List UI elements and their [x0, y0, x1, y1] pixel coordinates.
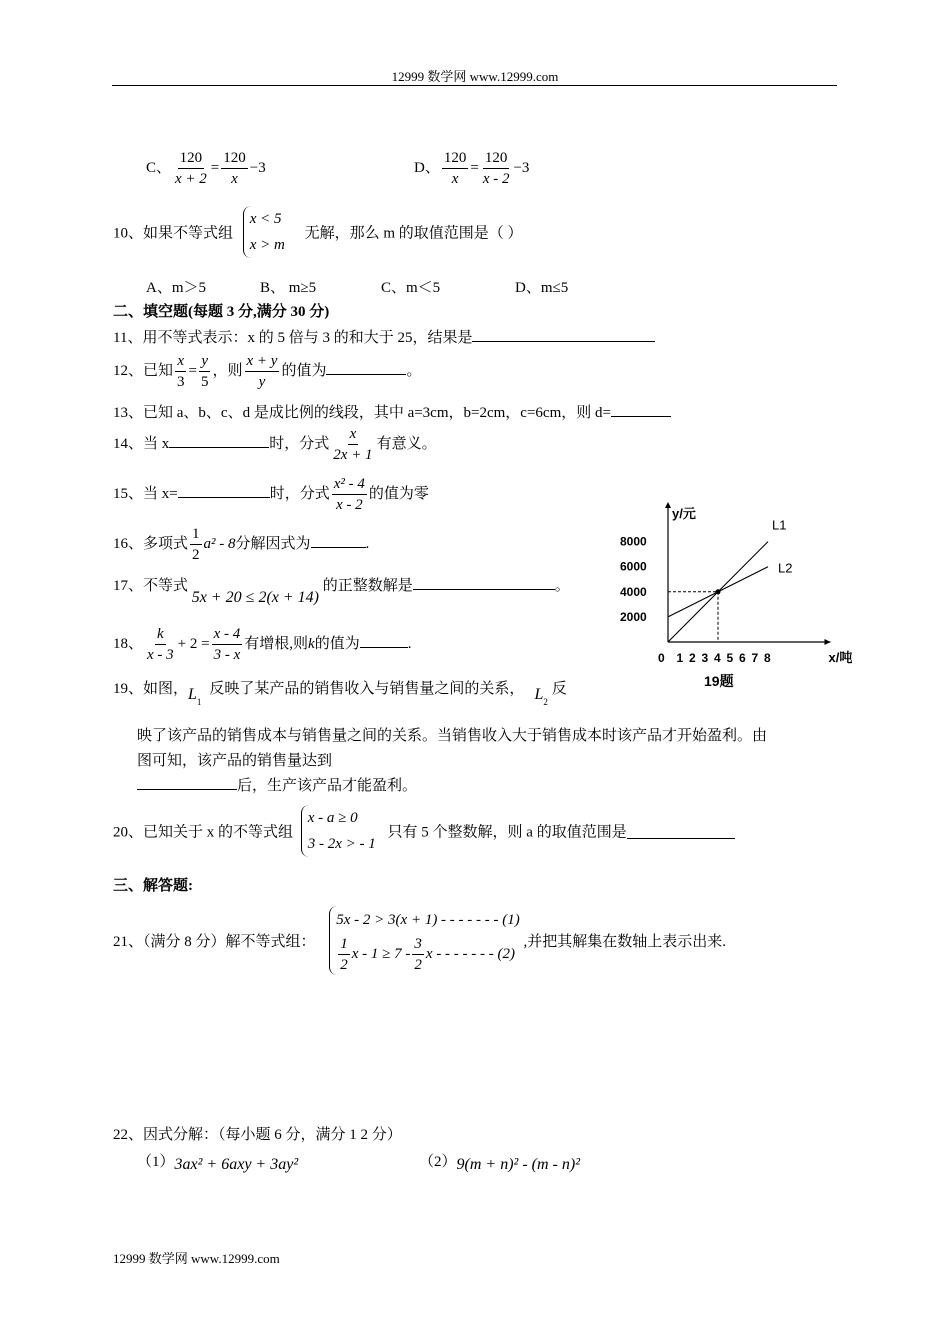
q9-option-d: D、 $\frac{120}{x}$ = $\frac{120}{x - 2}$ −3: [414, 150, 530, 187]
x-axis-label: x/吨: [828, 650, 853, 665]
section-2-title: 二、填空题(每题 3 分,满分 30 分): [113, 304, 330, 320]
question-12: 12、已知 $\frac{x}{3}$ = $\frac{y}{5}$ ，则 $\frac{x + y}{y}$ 的值为 。: [113, 353, 422, 390]
question-18: 18、 $\frac{k}{x - 3}$ + 2 = $\frac{x - 4}{3 - x}$ 有增根,则k的值为 .: [113, 626, 412, 663]
section-3-title: 三、解答题:: [113, 878, 193, 894]
question-11: 11、用不等式表示：x 的 5 倍与 3 的和大于 25，结果是: [113, 326, 655, 347]
intersection-point: [716, 589, 721, 594]
q22-part-1: （1）3ax² + 6axy + 3ay²: [137, 1154, 299, 1173]
answer-blank[interactable]: [137, 775, 237, 790]
question-15: 15、当 x= 时，分式 $\frac{\text{x² - 4}}{x - 2}$ 的值为零: [113, 476, 429, 513]
series-label-l2: L2: [778, 560, 793, 576]
answer-blank[interactable]: [472, 327, 655, 342]
x-tick-label: 2: [689, 651, 696, 665]
answer-blank[interactable]: [611, 402, 671, 417]
x-axis-arrow: [825, 639, 831, 645]
x-tick-label: 6: [739, 651, 746, 665]
answer-blank[interactable]: [311, 533, 366, 548]
question-10: 10、如果不等式组 x < 5 x > m 无解，那么 m 的取值范围是（ ）: [113, 206, 523, 258]
header-rule: [112, 85, 837, 86]
x-tick-label: 4: [714, 651, 721, 665]
y-tick-label: 8000: [620, 534, 647, 549]
answer-blank[interactable]: [360, 633, 408, 648]
question-13: 13、已知 a、b、c、d 是成比例的线段，其中 a=3cm，b=2cm，c=6cm，则 d=: [113, 401, 671, 422]
q10-option-a: A、m＞5: [146, 280, 207, 296]
q21-inequality-system: 5x - 2 > 3(x + 1) - - - - - - - (1) $\frac{1}{2}$ x - 1 ≥ 7 - $\frac{3}{2}$ x - - - - - - - (2): [329, 906, 520, 975]
y-tick-label: 6000: [620, 559, 647, 574]
y-tick-label: 2000: [620, 609, 647, 624]
question-16: 16、多项式 $\frac{1}{2}$ a² - 8分解因式为 .: [113, 526, 370, 563]
answer-blank[interactable]: [326, 360, 406, 375]
question-20: 20、已知关于 x 的不等式组 x - a ≥ 0 3 - 2x > - 1 只有 5 个整数解，则 a 的取值范围是: [113, 805, 735, 857]
page-footer: 12999 数学网 www.12999.com: [113, 1251, 280, 1266]
q10-option-c: C、m＜5: [381, 280, 441, 296]
q10-inequality-system: x < 5 x > m: [243, 206, 285, 258]
answer-blank[interactable]: [169, 433, 269, 448]
question-19-line-2: 映了该产品的销售成本与销售量之间的关系。当销售收入大于销售成本时该产品才开始盈利。由: [137, 728, 768, 744]
q10-option-b: B、 m≥5: [260, 280, 317, 296]
chart-title: 19题: [704, 673, 734, 689]
page-header: 12999 数学网 www.12999.com: [391, 69, 559, 84]
answer-blank[interactable]: [178, 483, 270, 498]
question-14: 14、当 x 时，分式 $\frac{x}{2x + 1}$ 有意义。: [113, 426, 437, 463]
answer-blank[interactable]: [413, 575, 555, 590]
q9-option-c: C、 $\frac{120}{x + 2}$ = $\frac{120}{x}$ −3: [146, 150, 266, 187]
x-tick-label: 3: [701, 651, 709, 665]
question-19-line-4: 后，生产该产品才能盈利。: [137, 774, 417, 795]
x-tick-label: 1: [676, 651, 684, 665]
answer-blank[interactable]: [627, 824, 735, 839]
q10-option-d: D、m≤5: [515, 280, 569, 296]
series-label-l1: L1: [772, 517, 787, 533]
q20-inequality-system: x - a ≥ 0 3 - 2x > - 1: [301, 805, 376, 857]
y-axis-label: y/元: [672, 506, 696, 521]
x-tick-label: 7: [751, 651, 759, 665]
x-tick-label: 5: [726, 651, 734, 665]
x-tick-label: 0: [658, 651, 665, 665]
question-19-line-3: 图可知，该产品的销售量达到: [137, 753, 333, 769]
question-22-title: 22、因式分解：（每小题 6 分，满分 1 2 分）: [113, 1127, 402, 1143]
q19-chart: [610, 492, 853, 698]
y-tick-label: 4000: [620, 584, 647, 599]
y-axis-arrow: [665, 502, 671, 508]
question-19-line-1: 19、如图，$L_1$反映了某产品的销售收入与销售量之间的关系， $L_2$反: [113, 681, 567, 707]
q22-part-2: （2）9(m + n)² - (m - n)²: [419, 1154, 580, 1173]
question-21: 21、（满分 8 分）解不等式组： 5x - 2 > 3(x + 1) - - - - - - - (1) $\frac{1}{2}$ x - 1 ≥ 7 - $\frac{3}{2}$ x - - - - - - - (2) ,并把其解集在数轴上表示出来.: [113, 906, 726, 975]
x-tick-label: 8: [764, 651, 771, 665]
question-17: 17、不等式 5x + 20 ≤ 2(x + 14) 的正整数解是 。: [113, 574, 570, 595]
